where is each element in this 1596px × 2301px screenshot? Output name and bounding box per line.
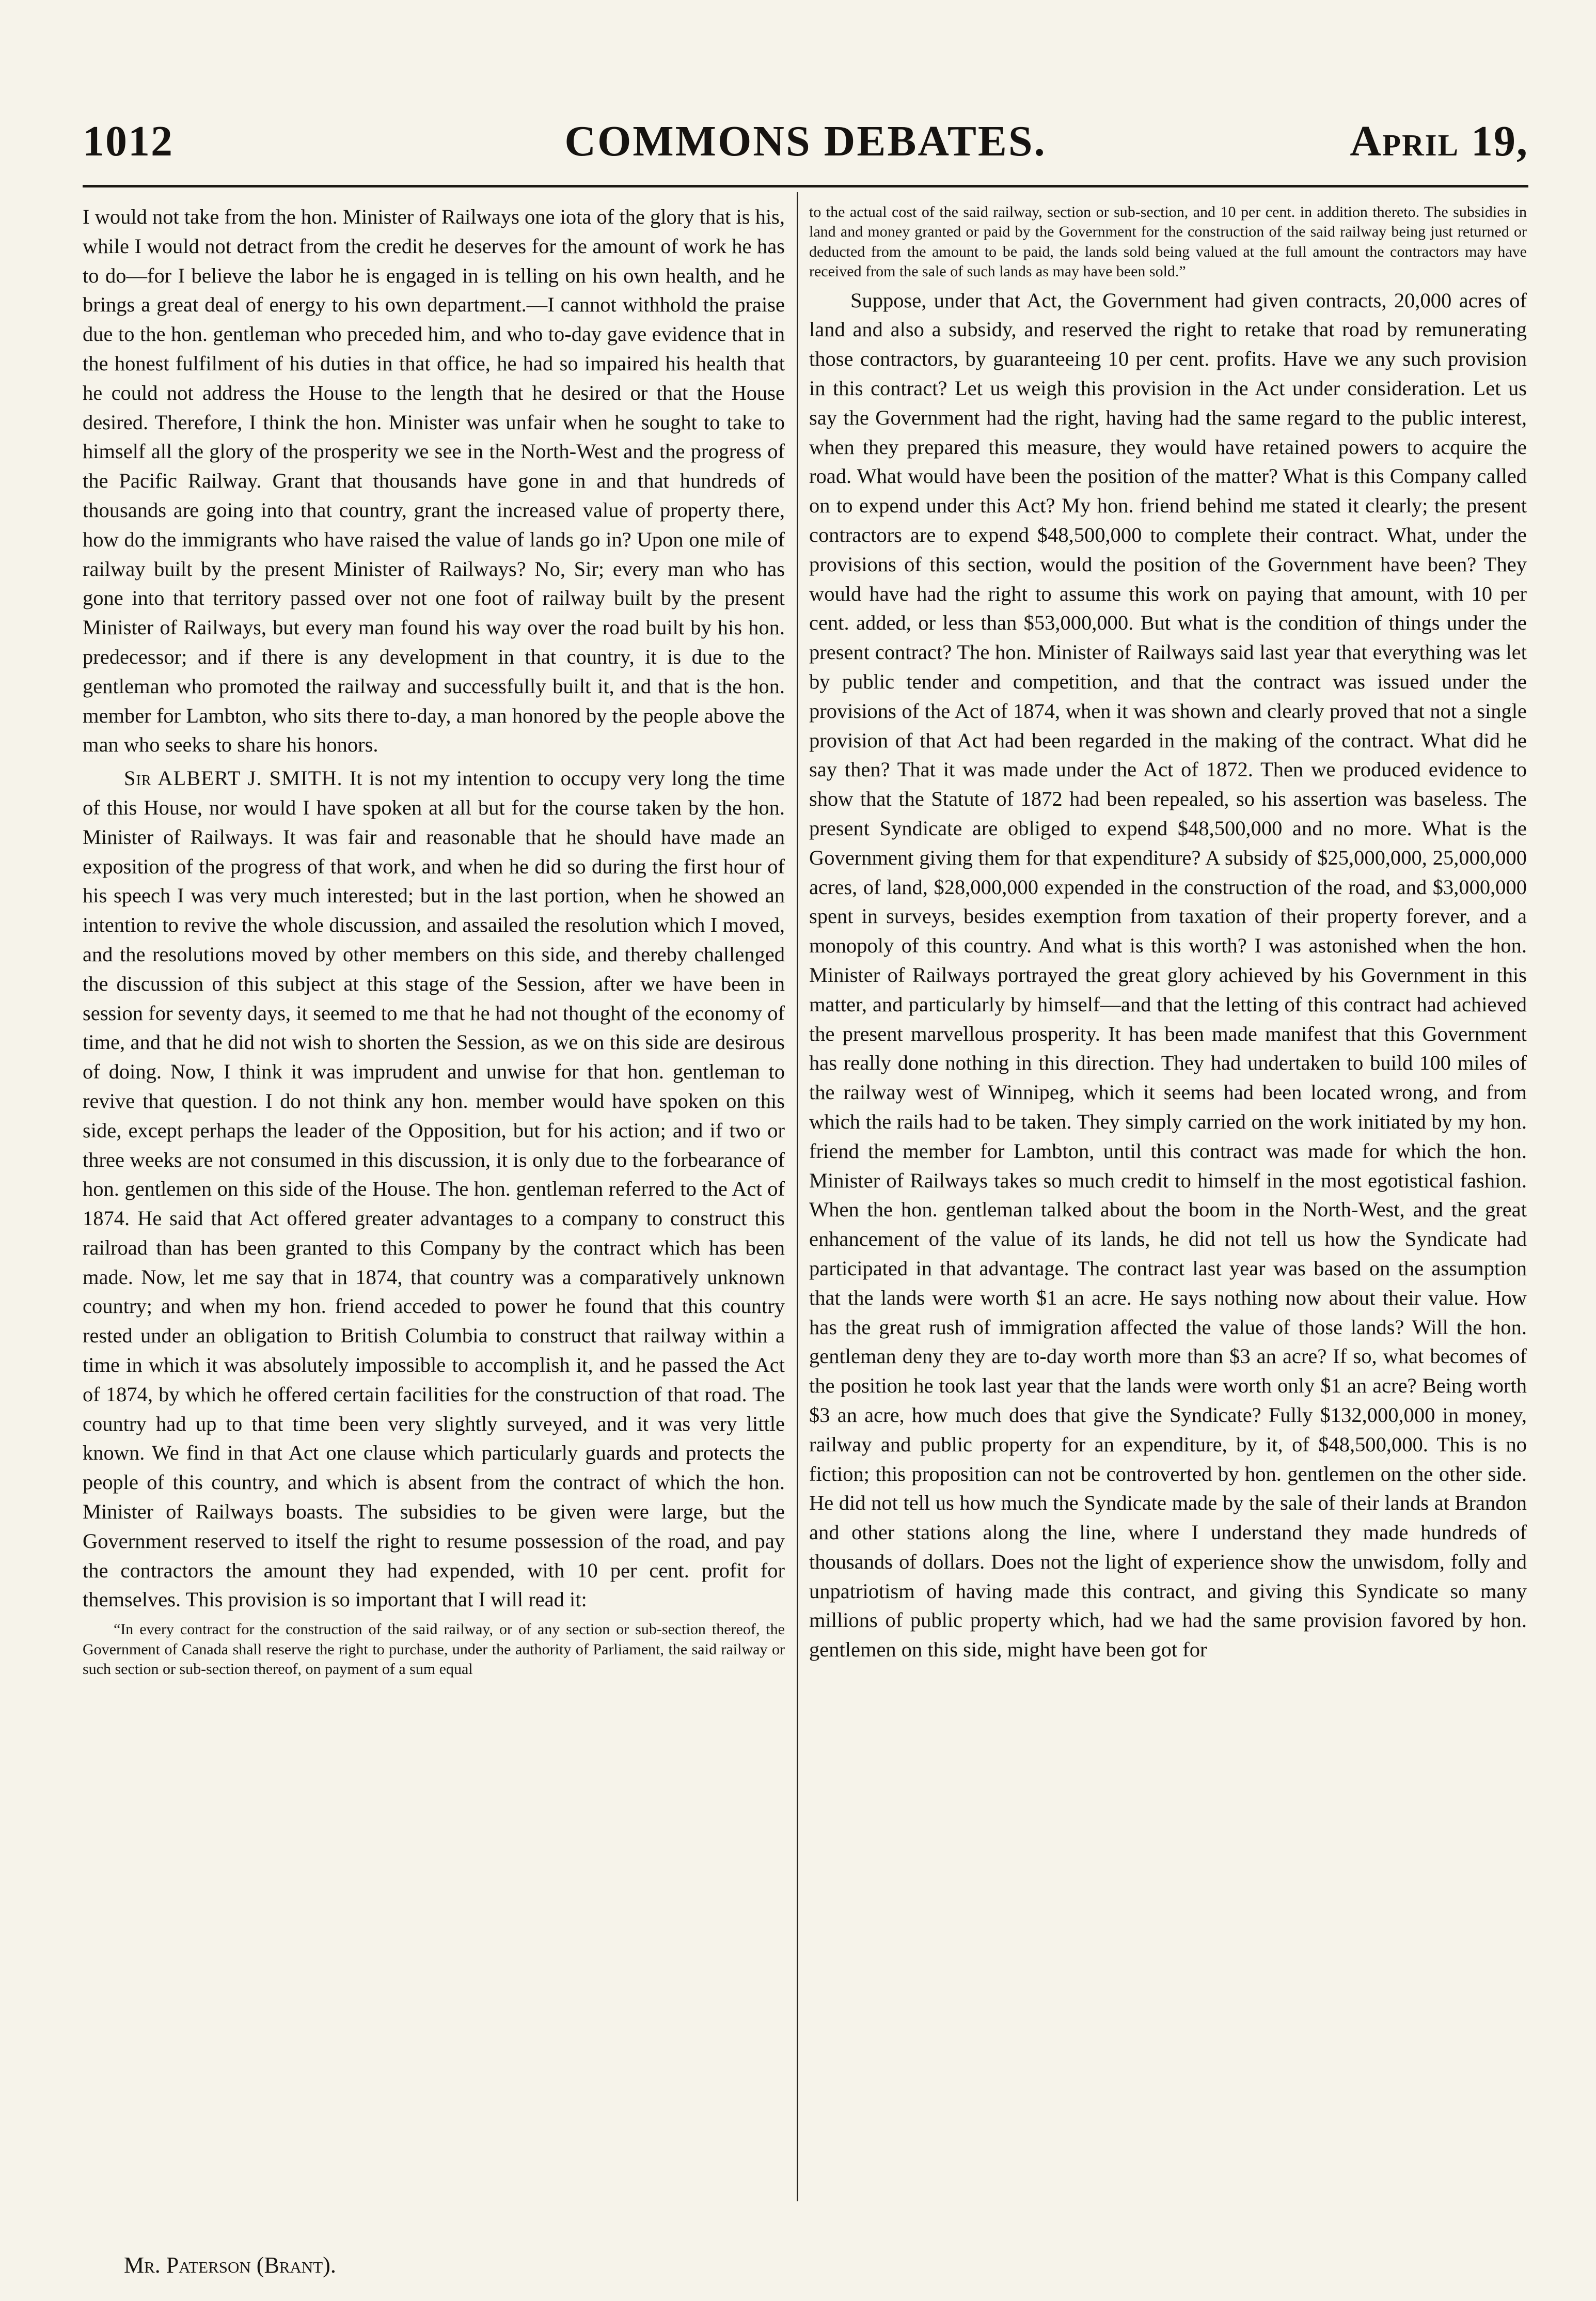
header-rule xyxy=(83,185,1528,187)
quoted-statute-continued: to the actual cost of the said railway, section or sub-section, and 10 per cent. in addition thereto. The subsidies in land and money granted or paid by the Government for the construction of the said railway being just returned or deducted from the amount to be paid, the lands sold being valued at the full amount the contractors may have received from the sale of such lands as may have been sold.” xyxy=(809,204,1527,280)
paragraph: I would not take from the hon. Minister of Railways one iota of the glory that is his, while I would not detract from the credit he deserves for the amount of work he has to do—for I believe the labor he is engaged in is telling on his own health, and he brings a great deal of energy to his own department.—I cannot withhold the praise due to the hon. gentleman who preceded him, and who to-day gave evidence that in the honest fulfilment of his duties in that office, he had so impaired his health that he could not address the House to the length that he desired or that the House desired. Therefore, I think the hon. Minister was unfair when he sought to take to himself all the glory of the prosperity we see in the North-West and the progress of the Pacific Railway. Grant that thousands have gone in and that hundreds of thousands are going into that country, grant the increased value of property there, how do the immigrants who have raised the value of lands go in? Upon one mile of railway built by the present Minister of Railways? No, Sir; every man who has gone into that territory passed over not one foot of railway built by the present Minister of Railways, but every man found his way over the road built by his hon. predecessor; and if there is any development in that country, it is due to the gentleman who promoted the railway and successfully built it, and that is the hon. member for Lambton, who sits there to-day, a man honored by the people above the man who seeks to share his honors. xyxy=(83,205,785,757)
page-date: April 19, xyxy=(1350,117,1528,165)
right-column xyxy=(809,202,1527,2258)
footer-speaker-name: Mr. Paterson (Brant). xyxy=(124,2252,336,2278)
page-header xyxy=(83,116,1528,173)
speaker-name: Sir ALBERT J. SMITH. xyxy=(124,766,343,790)
column-divider xyxy=(797,192,798,2201)
page-title: COMMONS DEBATES. xyxy=(564,117,1047,165)
paragraph-text: It is not my intention to occupy very long the time of this House, nor would I have spoken at all but for the course taken by the hon. Minister of Railways. It was fair and reasonable that he should have made an exposition of the progress of that work, and when he did so during the first hour of his speech I was very much interested; but in the last portion, when he showed an intention to revive the whole discussion, and assailed the resolution which I moved, and the resolutions moved by other members on this side, and thereby challenged the discussion of this subject at this stage of the Session, after we have been in session for seventy days, it seemed to me that he had not thought of the economy of time, and that he did not wish to shorten the Session, as we on this side are desirous of doing. Now, I think it was imprudent and unwise for that hon. gentleman to revive that question. I do not think any hon. member would have spoken on this side, except perhaps the leader of the Opposition, but for his action; and if two or three weeks are not consumed in this discussion, it is only due to the forbearance of hon. gentlemen on this side of the House. The hon. gentleman referred to the Act of 1874. He said that Act offered greater advantages to a company to construct this railroad than has been granted to this Company by the contract which has been made. Now, let me say that in 1874, that country was a comparatively unknown country; and when my hon. friend acceded to power he found that this country rested under an obligation to British Columbia to construct that railway within a time in which it was absolutely impossible to accomplish it, and he passed the Act of 1874, by which he offered certain facilities for the construction of that road. The country had up to that time been very slightly surveyed, and it was very little known. We find in that Act one clause which particularly guards and protects the people of this country, and which is absent from the contract of which the hon. Minister of Railways boasts. The subsidies to be given were large, but the Government reserved to itself the right to resume possession of the road, and pay the contractors the amount they had expended, with 10 per cent. profit for themselves. This provision is so important that I will read it: xyxy=(83,766,785,1611)
left-column xyxy=(83,202,785,2237)
paragraph xyxy=(83,764,785,1615)
quoted-statute: “In every contract for the construction of the said railway, or of any section or sub-section thereof, the Government of Canada shall reserve the right to purchase, under the authority of Parliament, the said railway or such section or sub-section thereof, on payment of a sum equal xyxy=(83,1621,785,1678)
page-number: 1012 xyxy=(83,117,173,165)
page-footer-speaker xyxy=(124,2252,336,2278)
paragraph: Suppose, under that Act, the Government had given contracts, 20,000 acres of land and also a subsidy, and reserved the right to retake that road by remunerating those contractors, by guaranteeing 10 per cent. profits. Have we any such provision in this contract? Let us weigh this provision in the Act under consideration. Let us say the Government had the right, having had the same regard to the public interest, when they prepared this measure, they would have retained powers to acquire the road. What would have been the position of the matter? What is this Company called on to expend under this Act? My hon. friend behind me stated it clearly; the present contractors are to expend $48,500,000 to complete their contract. What, under the provisions of this section, would the position of the Government have been? They would have had the right to assume this work on paying that amount, with 10 per cent. added, or less than $53,000,000. But what is the condition of things under the present contract? The hon. Minister of Railways said last year that everything was let by public tender and competition, and that the contract was issued under the provisions of the Act of 1874, when it was shown and clearly proved that not a single provision of that Act had been regarded in the making of the contract. What did he say then? That it was made under the Act of 1872. Then we produced evidence to show that the Statute of 1872 had been repealed, so his assertion was baseless. The present Syndicate are obliged to expend $48,500,000 and no more. What is the Government giving them for that expenditure? A subsidy of $25,000,000, 25,000,000 acres, of land, $28,000,000 expended in the construction of the road, and $3,000,000 spent in surveys, besides exemption from taxation of their property forever, and a monopoly of this country. And what is this worth? I was astonished when the hon. Minister of Railways portrayed the great glory achieved by his Government in this matter, and particularly by himself—and that the letting of this contract had achieved the present marvellous prosperity. It has been made manifest that this Government has really done nothing in this direction. They had undertaken to build 100 miles of the railway west of Winnipeg, which it seems had been located wrong, and from which the rails had to be taken. They simply carried on the work initiated by my hon. friend the member for Lambton, until this contract was made for which the hon. Minister of Railways takes so much credit to himself in the most egotistical fashion. When the hon. gentleman talked about the boom in the North-West, and the great enhancement of the value of its lands, he did not tell us how the Syndicate had participated in that advantage. The contract last year was based on the assumption that the lands were worth $1 an acre. He says nothing now about their value. How has the great rush of immigration affected the value of those lands? Will the hon. gentleman deny they are to-day worth more than $3 an acre? If so, what becomes of the position he took last year that the lands were worth only $1 an acre? Being worth $3 an acre, how much does that give the Syndicate? Fully $132,000,000 in money, railway and public property for an expenditure, by it, of $48,500,000. This is no fiction; this proposition can not be controverted by hon. gentlemen on the other side. He did not tell us how much the Syndicate made by the sale of their lands at Brandon and other stations along the line, where I understand they made hundreds of thousands of dollars. Does not the light of experience show the unwisdom, folly and unpatriotism of having made this contract, and giving this Syndicate so many millions of public property which, had we had the same provision favored by hon. gentlemen on this side, might have been got for xyxy=(809,288,1527,1662)
